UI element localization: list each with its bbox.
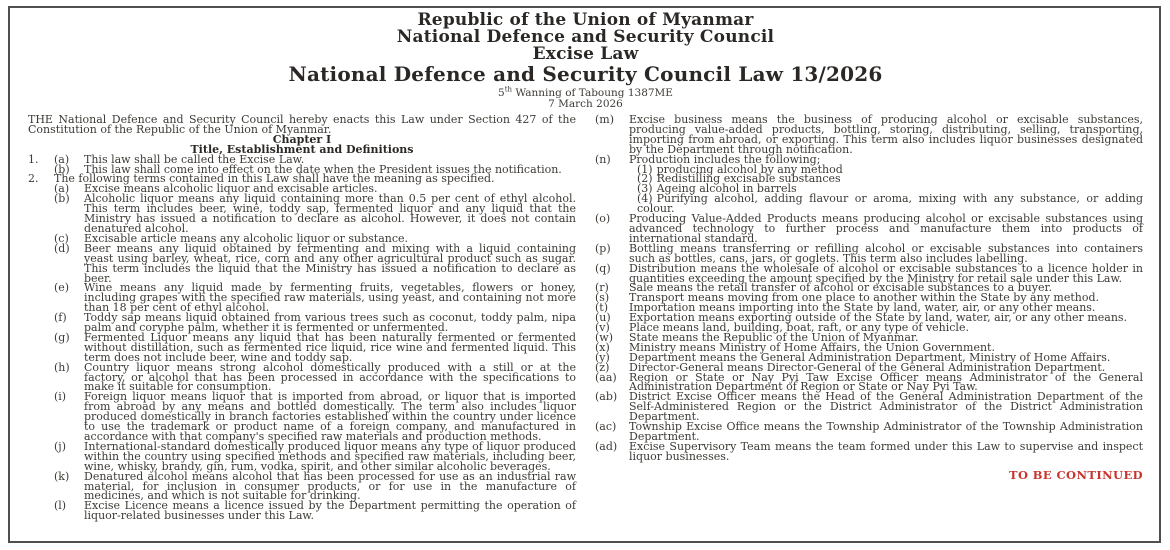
item-label: (4) [637,192,653,206]
item-label: (x) [595,340,610,354]
left-column-items [28,152,576,523]
item-number [28,234,54,244]
item-label: (k) [54,469,70,483]
date-ordinal: th [504,85,513,94]
item-text: Excise business means the business of producing alcohol or excisable substances, producing value-added products, bottling, storing, distributing, selling, transporting, importing from abroad, or exporting. This term also includes liquor businesses designated by the Department through notification. [629,113,1143,156]
item-body [54,283,576,313]
law-item [28,241,576,285]
item-body [595,214,1143,244]
right-column-items [595,115,1143,462]
chapter-heading: Chapter I [272,132,332,146]
date-rest: Wanning of Taboung 1387ME [512,87,673,99]
item-text: Excisable article means any alcoholic liquor or substance. [84,231,409,245]
item-text: Purifying alcohol, adding flavour or aroma, mixing with any substance, or adding colour. [637,192,1143,216]
item-text: This law shall come into effect on the date when the President issues the notification. [84,162,562,176]
item-label: (b) [54,162,70,176]
item-label: (n) [595,152,611,166]
item-text: Bottling means transferring or refilling alcohol or excisable substances into containers such as bottles, cans, jars, or goglets. This term also includes labelling. [629,241,1143,265]
item-body [595,392,1143,422]
item-text: Alcoholic liquor means any liquid containing more than 0.5 per cent of ethyl alcohol. This term includes beer, wine, toddy sap, fermented liquor and any liquid that the Ministry has issued a notification to declare as alcohol. However, it does not contain denatured alcohol. [84,192,576,235]
item-number [28,283,54,313]
item-label: (c) [54,231,69,245]
law-item [28,392,576,442]
item-number: 1. [28,152,39,166]
item-label: (u) [595,311,611,325]
item-number [28,363,54,393]
item-label: (q) [595,261,611,275]
item-number [28,194,54,234]
item-text: Director-General means Director-General of the General Administration Department. [629,360,1106,374]
item-label: (aa) [595,370,617,384]
item-text: Region or State or Nay Pyi Taw Excise Officer means Administrator of the General Administration Department of Region or State or Nay Pyi Taw. [629,370,1143,394]
item-label: (i) [54,390,67,404]
item-number [28,244,54,284]
item-text: producing alcohol by any method [656,162,843,176]
item-number [28,472,54,502]
item-label: (t) [595,301,609,315]
item-text: Producing Value-Added Products means producing alcohol or excisable substances using advanced technology to further process and manufacture them into products of international standard. [629,212,1143,245]
date-gregorian: 7 March 2026 [548,98,623,110]
item-text: The following terms contained in this Law shall have the meaning as specified. [54,172,495,186]
left-column [28,115,576,521]
item-text: Country liquor means strong alcohol domestically produced with a still or at the factory, or alcohol that has been processed in accordance with the specifications to make it suitable for consumption. [84,360,576,394]
item-number [28,333,54,363]
item-text: Wine means any liquid made by fermenting fruits, vegetables, flowers or honey, including grapes with the specified raw materials, using yeast, and containing not more than 18 per cent of ethyl alcohol. [84,281,576,315]
item-label: (b) [54,192,70,206]
item-text: Department means the General Administration Department, Ministry of Home Affairs. [629,350,1111,364]
enactment-clause: THE National Defence and Security Council hereby enacts this Law under Section 427 of the Constitution of the Republic of the Union of Myanmar. [28,113,576,136]
item-number [28,313,54,333]
law-item [28,439,576,473]
chapter-subheading: Title, Establishment and Definitions [190,142,414,156]
item-text: Ministry means Ministry of Home Affairs, the Union Government. [629,340,995,354]
item-body [595,115,1143,155]
item-text: Distribution means the wholesale of alcohol or excisable substances to a licence holder in quantities exceeding the amount specified by the Ministry for retail sale under this Law. [629,261,1143,285]
item-body [54,194,576,234]
item-label: (2) [637,172,653,186]
title-line-country: Republic of the Union of Myanmar [417,10,754,30]
right-column [595,115,1143,521]
body-columns [28,115,1143,521]
item-label: (a) [54,152,70,166]
item-label: (g) [54,330,70,344]
item-text: Exportation means exporting outside of the State by land, water, air, or any other means. [629,311,1128,325]
item-label: (1) [637,162,653,176]
title-line-law-number: National Defence and Security Council Law 13/2026 [288,62,883,86]
item-text: Beer means any liquid obtained by fermenting and mixing with a liquid containing yeast using barley, wheat, rice, corn and any other agricultural product such as sugar. This term includes the liquid that the Ministry has issued a notification to declare as beer. [84,241,576,285]
item-label: (a) [54,182,70,196]
item-label: (v) [595,321,610,335]
law-item [28,194,576,234]
item-number [28,501,54,521]
item-text: District Excise Officer means the Head of the General Administration Department of the Self-Administered Region or the District Administrator of the District Administration Department. [629,390,1143,424]
item-label: (s) [595,291,610,305]
item-label: (3) [637,182,653,196]
item-label: (p) [595,241,611,255]
document-page [8,6,1161,543]
title-line-council: National Defence and Security Council [396,27,775,47]
item-text: Denatured alcohol means alcohol that has been processed for use as an industrial raw material, for inclusion in consumer products, or for use in the manufacture of medicines, and which is not suitable for drinking. [84,469,576,503]
item-text: Importation means importing into the State by land, water, air, or any other means. [629,301,1096,315]
item-label: (h) [54,360,70,374]
item-number [28,392,54,442]
item-label: (j) [54,439,66,453]
law-item [28,360,576,394]
item-body [54,330,576,364]
item-text: Sale means the retail transfer of alcohol or excisable substances to a buyer. [629,281,1053,295]
item-label: (l) [54,499,67,513]
item-text: Foreign liquor means liquor that is imported from abroad, or liquor that is imported from abroad by any means and bottled domestically. The term also includes liquor produced domestically in branch factories established within the country under licence to use the trademark or product name of a foreign company, and manufactured in accordance with that company's specified raw materials and production methods. [84,390,576,443]
law-item [595,439,1143,463]
item-text: This law shall be called the Excise Law. [84,152,305,166]
date-day: 5 [498,87,505,99]
item-text: Fermented Liquor means any liquid that has been naturally fermented or fermented without distillation, such as fermented rice liquid, rice wine and fermented liquid. This term does not include beer, wine and toddy sap. [84,330,576,364]
item-label: (m) [595,113,615,126]
item-text: Excise means alcoholic liquor and excisable articles. [84,182,378,196]
item-body [54,392,576,442]
item-text: International-standard domestically produced liquor means any type of liquor produced within the country using specified methods and specified raw materials, including beer, wine, whisky, brandy, gin, rum, vodka, spirit, and other similar alcoholic beverages. [84,439,576,473]
item-label: (z) [595,360,610,374]
law-item [28,283,576,313]
item-text: State means the Republic of the Union of Myanmar. [629,330,919,344]
law-item [28,330,576,364]
item-body [54,439,576,473]
law-item [28,501,576,521]
item-body [54,360,576,394]
item-number: 2. [28,172,39,186]
item-body [595,439,1143,463]
item-text: Transport means moving from one place to another within the State by any method. [629,291,1100,305]
item-label: (d) [54,241,70,255]
item-number [28,442,54,472]
item-text: Excise Supervisory Team means the team formed under this Law to supervise and inspect liquor businesses. [629,439,1143,463]
to-be-continued-label: TO BE CONTINUED [1009,467,1143,482]
item-body [54,501,576,521]
law-item [28,469,576,503]
item-text: Redistilling excisable substances [656,172,841,186]
law-item [595,115,1143,155]
item-text: Production includes the following; [629,152,821,166]
item-label: (w) [595,330,613,344]
title-line-law-name: Excise Law [532,44,639,64]
item-label: (ad) [595,439,618,453]
item-label: (y) [595,350,610,364]
item-label: (e) [54,281,70,295]
item-label: (ab) [595,390,618,404]
item-label: (o) [595,212,611,226]
item-text: Toddy sap means liquid obtained from various trees such as coconut, toddy palm, nipa palm and coryphe palm, whether it is fermented or unfermented. [84,311,576,335]
item-body [54,469,576,503]
item-text: Township Excise Office means the Township Administrator of the Township Administration Department. [629,420,1143,443]
masthead [28,12,1143,110]
item-text: Ageing alcohol in barrels [656,182,797,196]
item-body [54,241,576,285]
law-item [595,214,1143,244]
item-label: (r) [595,281,609,295]
item-label: (ac) [595,420,617,434]
item-text: Place means land, building, boat, raft, or any type of vehicle. [629,321,969,335]
item-number [28,184,54,194]
item-text: Excise Licence means a licence issued by the Department permitting the operation of liquor-related businesses under this Law. [84,499,576,523]
item-label: (f) [54,311,67,325]
law-item [595,392,1143,422]
date-block [28,85,1143,110]
